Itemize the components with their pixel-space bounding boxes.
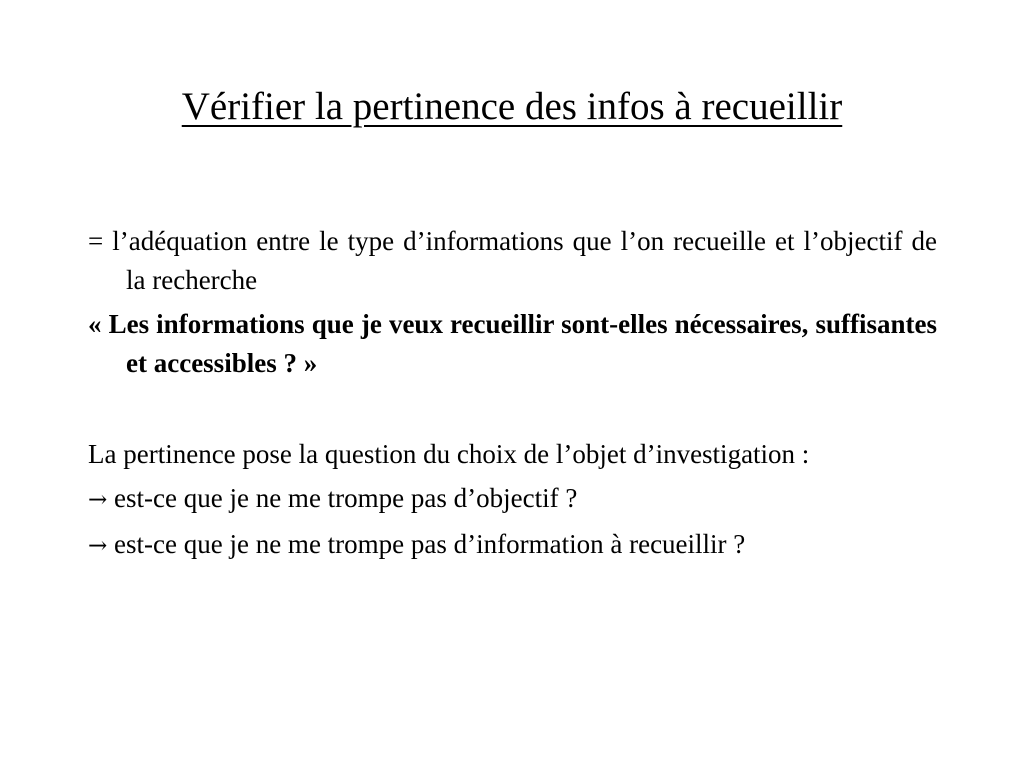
- information-check-item: [88, 525, 937, 566]
- pertinence-paragraph: La pertinence pose la question du choix de l’objet d’investigation :: [88, 439, 810, 469]
- slide-title: Vérifier la pertinence des infos à recueillir: [181, 85, 843, 128]
- right-arrow-icon: →: [88, 487, 108, 513]
- definition-paragraph: = l’adéquation entre le type d’informations que l’on recueille et l’objectif de la recherche: [88, 226, 937, 295]
- right-arrow-icon: →: [88, 533, 108, 559]
- objective-check-text: est-ce que je ne me trompe pas d’objectif ?: [114, 483, 578, 513]
- information-check-text: est-ce que je ne me trompe pas d’information à recueillir ?: [114, 529, 746, 559]
- objective-check-item: [88, 479, 937, 520]
- key-question-paragraph: « Les informations que je veux recueillir sont-elles nécessaires, suffisantes et accessibles ? »: [88, 309, 937, 378]
- slide-body: [88, 222, 937, 566]
